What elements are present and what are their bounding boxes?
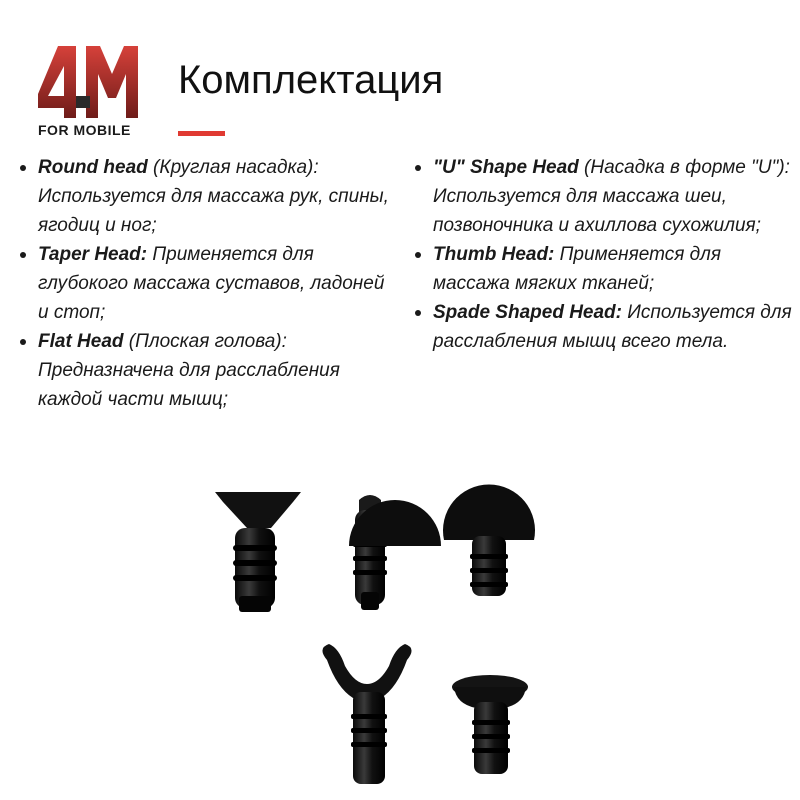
brand-logo-text: FOR MOBILE <box>38 122 131 138</box>
title-underline <box>178 131 225 136</box>
list-item <box>20 327 392 414</box>
massage-heads-right-illustration <box>430 462 550 782</box>
feature-name: Flat Head <box>38 331 124 352</box>
u-shape-head-icon <box>322 644 411 784</box>
feature-name: Round head <box>38 157 148 178</box>
list-item <box>415 153 800 240</box>
massage-heads-illustration <box>205 470 445 800</box>
list-item <box>20 240 392 327</box>
feature-name: Taper Head: <box>38 244 148 265</box>
feature-description: Используется для расслабления мышц всего тела. <box>433 302 792 352</box>
brand-logo <box>36 44 146 140</box>
feature-list-left <box>20 153 392 414</box>
list-item <box>415 240 800 298</box>
feature-description: Применяется для массажа мягких тканей; <box>433 244 722 294</box>
feature-description: Применяется для глубокого массажа суставов, ладоней и стоп; <box>38 244 385 323</box>
feature-list-right <box>415 153 800 356</box>
feature-description: (Насадка в форме "U"): Используется для массажа шеи, позвоночника и ахиллова сухожилия; <box>433 157 790 236</box>
brand-logo-mark-icon <box>36 44 140 118</box>
round-head-photo <box>443 484 535 596</box>
feature-name: "U" Shape Head <box>433 157 579 178</box>
page-title: Комплектация <box>178 58 444 102</box>
flat-head-icon <box>452 675 528 774</box>
product-image <box>205 470 445 800</box>
spade-head-icon <box>215 492 301 612</box>
feature-description: (Плоская голова): Предназначена для расслабления каждой части мышц; <box>38 331 340 410</box>
list-item <box>415 298 800 356</box>
list-item <box>20 153 392 240</box>
feature-name: Spade Shaped Head: <box>433 302 622 323</box>
feature-name: Thumb Head: <box>433 244 555 265</box>
feature-description: (Круглая насадка): Используется для массажа рук, спины, ягодиц и ног; <box>38 157 389 236</box>
